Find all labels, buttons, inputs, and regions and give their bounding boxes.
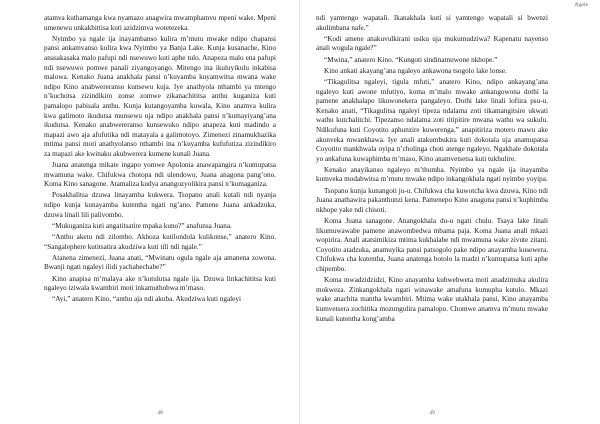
page-number: 49 [429, 410, 435, 416]
paragraph: Koma mwadzidzidzi, Kino anayamba kubwebweta moti anadzimuka akulira mokweza. Zinkangokhala ngati winawake amafuna kumupha kutulo. Mkazi wake anachita mantha kwambiri. Mtima wake utakhala pansi, Kino anayamba kumvetsera zochitika mozungulira pamalopo. Chomwe anamva m’mutu mwake kunali kutentha kong’amba [316, 276, 548, 323]
paragraph: Tsopano kunja kunangoti ju-u. Chifukwa cha kuwotcha kwa dzuwa, Kino ndi Juana anathawira pakanthunzi kena. Pamenepo Kino anagona pansi n’kuphimba nkhope yake ndi chisoti. [316, 186, 548, 214]
paragraph: atamva kuthamanga kwa nyamazo anagwira mwamphamvu mpeni wake. Mpeni umenewu unkakhittisa kuti azidzimva wotetezeka. [44, 14, 276, 32]
paragraph: Koma Juana sanagone. Anangokhala du-u ngati chulu. Tsaya lake linali likumuwawabe pamene anawombedwa mbama paja. Koma Juana anali mkazi wopirira. Anali atatsimikiza mtima kukhalabe ndi mwamuna wake zivute zitani. Coyotito atadzuka, anamuyika pansi patsogolo pake ndipo anayamba kusewera. Chifukwa cha kutentha, Juana anatenga botolo la madzi n’kumupatsa kuti aphe chipembo. [316, 217, 548, 273]
left-page-text [44, 14, 276, 307]
paragraph: Nyimbo ya ngale ija inayambanso kulira m’mutu mwake ndipo chapansi pansi ankamvanso kulira kwa Nyimbo ya Banja Lake. Kunja kusanache, Kino anasakasaka malo pafupi ndi nsewuwo kuti aphe tulo. Anapeza malo ena pafupi ndi nsewuwo pomwe panali ziyangoyango. Mitengo ina ikuluyikulu inkabisa malowa. Kenako Juana anakhala pansi n’kuyamba kuyamwitsa mwana wake ndipo Kino anabwereranso kunsewu kuja. Iye anathyola nthambi ya mtengo n’kuchotsa zizindikiro zonse zomwe zikanachititsa anthu kuganiza kuti pamalopo pabisala anthu. Kunja kutangoyamba kuwala, Kino anamva kulira kwa galimoto ikudutsa munsewu uja ndipo anakhala pansi n’kumayiyang’ana ikudutsa. Kenako anabwereranso kunsewuko ndipo anapeza kuti madindo a mapazi awo aja afufutika ndi matayala a galimotoyo. Zimenezi zinamukhazika mtima pansi moti anathyolanso nthambi ina n’kuyamba kufufutiza zizindikiro za mapazi ake kwinaku akubwerera kumene kunali Juana. [44, 34, 276, 158]
paragraph: Kenako anayikanso ngaleyo m’thumba. Nyimbo ya ngale ija inayamba kumveka modabwitsa m’mutu mwake ndipo inkangokhala ngati nyimbo yoyipa. [316, 165, 548, 184]
right-page [300, 0, 600, 424]
paragraph: “Mwina,” anatero Kino. “Kungoti sindinamuwone nkhope.” [324, 55, 498, 64]
paragraph: Kino ankati akayang’ana ngaleyo ankawona tsogolo lake lonse. [324, 66, 507, 75]
paragraph: Kino anapisa m’malaya ake n’kutulutsa ngale ija. Dzuwa linkachititsa kuti ngaleyo iziwala kwambiri moti inkamuthobwa m’maso. [44, 274, 276, 293]
paragraph: “Tikagulitsa ngaleyi, tigula mfuti,” anatero Kino, ndipo ankayang’ana ngaleyo kuti awone mfutiyo, koma m’malo mwake ankangowona dothi la pamene anakhalapo likuwonekera pangaleyo. Dothi lake linali lofiira psu-u. Kenako anati, “Tikagulitsa ngaleyi tipeza ndalama zoti tikamangitsire ukwati wathu kutchalitchi. Tipezanso ndalama zoti titipitire mwana wathu wa sukulu. Ndikufuna kuti Coyotito aphunzire kuwerenga,” anapitiriza motero mawu ake akunveka mwankhawa. Iye anali atakumbukira kuti dokotala uja anamupatsa Coyotito mankhwala oyipa n’cholinga choti atenge ngaleyo. Ngakhale dokotala yo ankafuna kuwaphimba m’maso, Kino anamvetsetsa kuti tukhulire. [316, 77, 548, 163]
paragraph: “Ayi,” anatero Kino, “anthu aja ndi akuba. Akudziwa kuti ngaleyi [52, 295, 241, 304]
right-page-text [316, 14, 548, 326]
running-head: Ngale [575, 3, 588, 8]
paragraph: ndi yamtengo wapatali. Ikanakhala kuti si yamtengo wapatali si bwenzi akulimbana nafe.” [316, 14, 548, 32]
paragraph: “Anthu aketu ndi zilombo. Akhoza kutilondola kulikonse,” anatero Kino. “Sangalephere kutitsatira akudziwa kuti tili ndi ngale.” [44, 233, 276, 251]
paragraph: Atanena zimenezi, Juana anati, “Mwinatu ogula ngale aja amanena zowona. Bwanji ngati ngaleyi ilidi yachabechabe?” [44, 253, 276, 272]
page-number: 48 [157, 410, 163, 416]
paragraph: “Mukuganiza kuti angatitsatire mpaka kuno?” anafunsa Juana. [52, 221, 232, 230]
paragraph: Posakhalitsa dzuwa linayamba kukwera. Tsopano anali kutali ndi nyanja ndipo kunja kunayamba kutentha ngati ng’ano. Pamene Juana ankadzuka, dzuwa linali lili palivombo. [44, 191, 276, 219]
paragraph: “Kodi amene anakuvulkirani usiku uja mukumudziwa? Kapenatu nayenso anali wogula ngale?” [316, 34, 548, 53]
paragraph: Juana anatenga mikate ingapo yomwe Apolonia anawapangira n’kumupatsa mwamuna wake. Chifukwa chotopa ndi ulendowo, Juana anagona pang’ono. Koma Kino sanagone. Atamaliza kudya anangozyolikira pansi n’kumaganiza. [44, 161, 276, 189]
